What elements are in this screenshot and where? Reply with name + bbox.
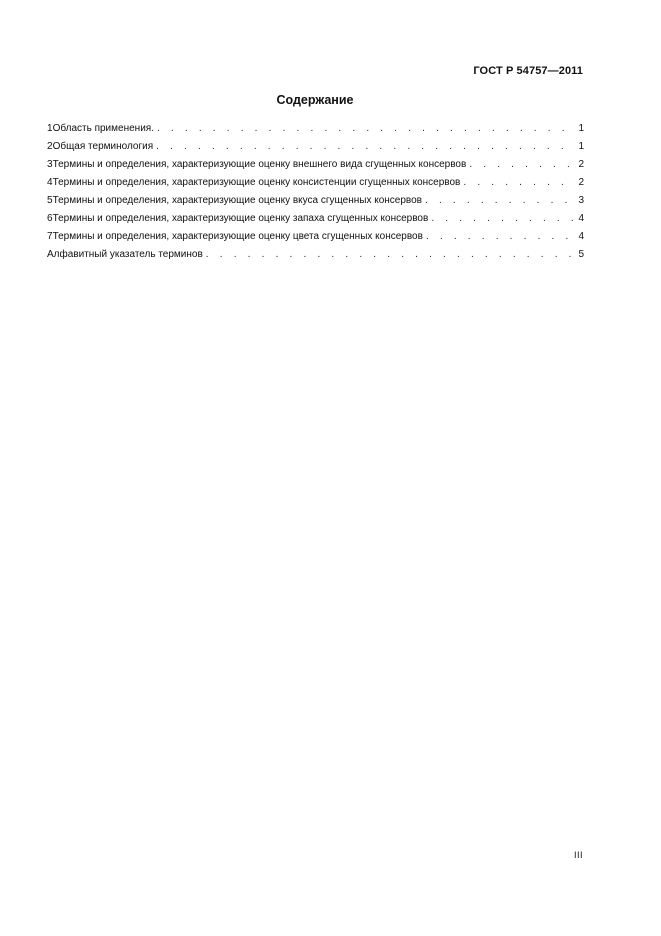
toc-entry-page: 5 [578, 249, 584, 260]
toc-entry-number: 3 [47, 159, 53, 170]
toc-entry-page: 2 [578, 177, 584, 188]
toc-entry-page: 3 [578, 195, 584, 206]
toc-entry[interactable] [47, 156, 584, 174]
toc-entry-page: 2 [578, 159, 584, 170]
toc-entry-number: 7 [47, 231, 53, 242]
toc-entry-number: 2 [47, 141, 53, 152]
page-number: III [573, 850, 583, 860]
toc-entry-number: 4 [47, 177, 53, 188]
toc-entry-index[interactable] [47, 246, 584, 264]
toc-entry-label: Термины и определения, характеризующие оценку вкуса сгущенных консервов [52, 195, 422, 206]
toc-entry[interactable] [47, 192, 584, 210]
toc-entry[interactable] [47, 210, 584, 228]
toc-entry-number: 6 [47, 213, 53, 224]
dot-leader [431, 210, 574, 228]
toc-entry-page: 4 [578, 213, 584, 224]
toc-entry[interactable] [47, 138, 584, 156]
toc-entry-label: Термины и определения, характеризующие оценку внешнего вида сгущенных консервов [52, 159, 467, 170]
dot-leader [156, 138, 574, 156]
toc-entry-label: Термины и определения, характеризующие оценку запаха сгущенных консервов [52, 213, 429, 224]
toc-entry-page: 1 [578, 141, 584, 152]
dot-leader [469, 156, 574, 174]
toc-entry-number: 1 [47, 123, 53, 134]
toc-entry-label: Термины и определения, характеризующие оценку консистенции сгущенных консервов [52, 177, 461, 188]
table-of-contents [47, 120, 584, 264]
toc-entry-label: Алфавитный указатель терминов [47, 249, 203, 260]
toc-entry-page: 1 [578, 123, 584, 134]
toc-entry-label: Термины и определения, характеризующие оценку цвета сгущенных консервов [52, 231, 423, 242]
document-code: ГОСТ Р 54757—2011 [473, 65, 583, 77]
toc-entry-label: Область применения. [52, 123, 154, 134]
dot-leader [206, 246, 574, 264]
toc-entry-page: 4 [578, 231, 584, 242]
toc-entry-label: Общая терминология [52, 141, 154, 152]
toc-entry[interactable] [47, 120, 584, 138]
toc-entry-number: 5 [47, 195, 53, 206]
dot-leader [463, 174, 574, 192]
dot-leader [425, 192, 574, 210]
dot-leader [157, 120, 574, 138]
toc-entry[interactable] [47, 228, 584, 246]
dot-leader [426, 228, 574, 246]
toc-title: Содержание [276, 93, 354, 107]
toc-entry[interactable] [47, 174, 584, 192]
